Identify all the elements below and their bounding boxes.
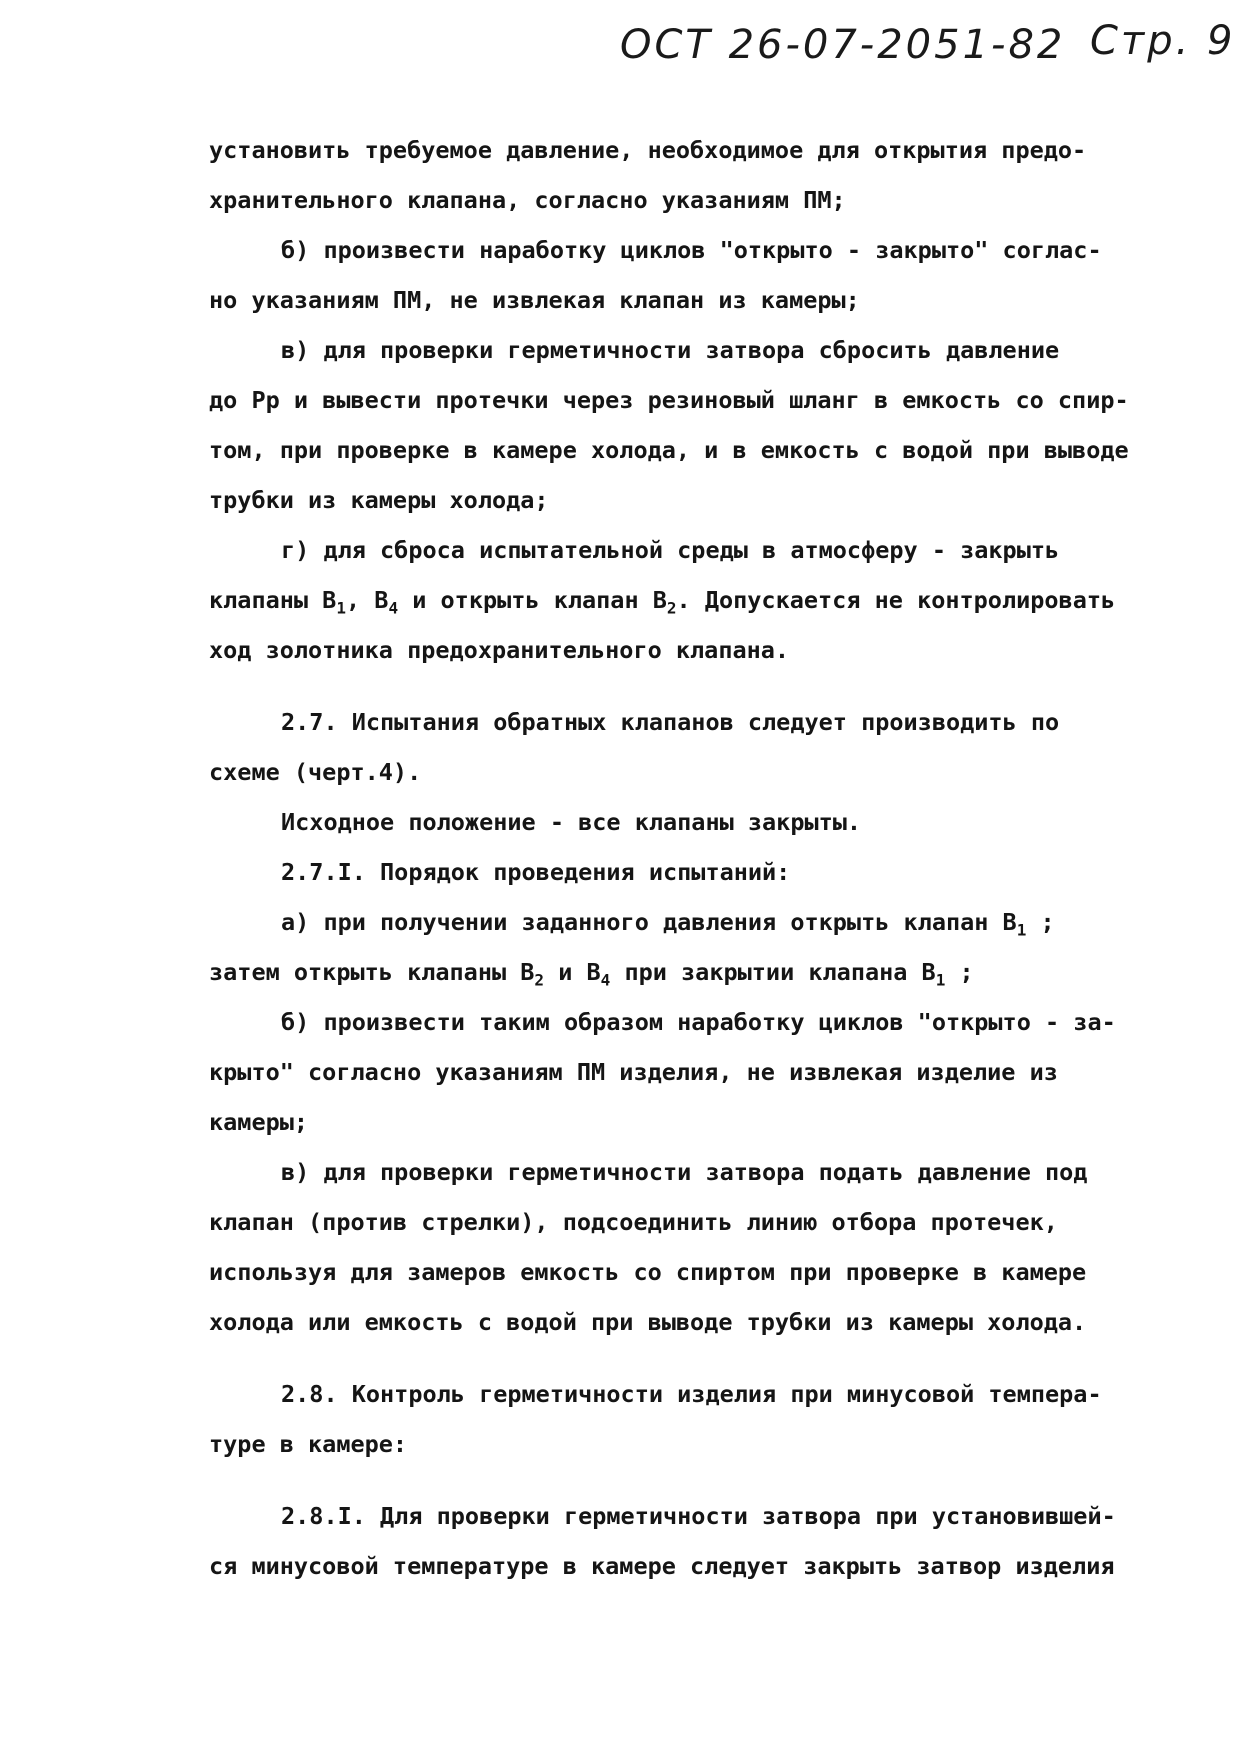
text-line: используя для замеров емкость со спиртом при проверке в камере: [209, 1258, 1087, 1286]
text-fragment: а) при получении заданного давления открыть клапан В: [281, 908, 1017, 936]
text-line: г) для сброса испытательной среды в атмосферу - закрыть: [281, 536, 1060, 564]
text-line: до Рр и вывести протечки через резиновый шланг в емкость со спир-: [209, 386, 1129, 414]
text-fragment: ;: [945, 958, 974, 986]
subsection-heading-2-7-1: 2.7.I. Порядок проведения испытаний:: [281, 858, 791, 886]
subscript: 2: [666, 598, 677, 618]
document-body: [209, 125, 1219, 1591]
text-line: ся минусовой температуре в камере следует закрыть затвор изделия: [209, 1552, 1115, 1580]
subscript: 4: [600, 970, 611, 990]
text-line: хранительного клапана, согласно указаниям ПМ;: [209, 186, 846, 214]
text-line: трубки из камеры холода;: [209, 486, 549, 514]
text-line-valves: [209, 897, 1219, 947]
text-line: б) произвести таким образом наработку циклов "открыто - за-: [281, 1008, 1116, 1036]
text-line: клапан (против стрелки), подсоединить линию отбора протечек,: [209, 1208, 1058, 1236]
text-line: но указаниям ПМ, не извлекая клапан из камеры;: [209, 286, 860, 314]
text-line: крыто" согласно указаниям ПМ изделия, не извлекая изделие из: [209, 1058, 1058, 1086]
text-line: схеме (черт.4).: [209, 758, 422, 786]
subscript: 1: [336, 598, 346, 618]
text-line: холода или емкость с водой при выводе трубки из камеры холода.: [209, 1308, 1087, 1336]
text-line: в) для проверки герметичности затвора сбросить давление: [281, 336, 1060, 364]
subscript: 1: [935, 970, 946, 990]
text-fragment: затем открыть клапаны В: [209, 958, 535, 986]
text-fragment: ;: [1026, 908, 1055, 936]
page-header: [620, 18, 1236, 82]
text-line: в) для проверки герметичности затвора подать давление под: [281, 1158, 1088, 1186]
text-line: камеры;: [209, 1108, 309, 1136]
section-heading-2-8: 2.8. Контроль герметичности изделия при минусовой темпера-: [281, 1380, 1102, 1408]
text-line: ход золотника предохранительного клапана.: [209, 636, 790, 664]
page-number: Стр. 9: [1090, 18, 1236, 64]
text-fragment: клапаны В: [209, 586, 337, 614]
subscript: 2: [534, 970, 545, 990]
subscript: 4: [388, 598, 399, 618]
text-line: установить требуемое давление, необходимое для открытия предо-: [209, 136, 1087, 164]
subsection-heading-2-8-1: 2.8.I. Для проверки герметичности затвора при установившей-: [281, 1502, 1116, 1530]
text-fragment: и В: [544, 958, 601, 986]
text-fragment: . Допускается не контролировать: [676, 586, 1116, 614]
section-heading-2-7: 2.7. Испытания обратных клапанов следует производить по: [281, 708, 1060, 736]
text-line-valves: [209, 575, 1219, 625]
text-fragment: и открыть клапан В: [398, 586, 667, 614]
text-line: туре в камере:: [209, 1430, 408, 1458]
text-fragment: , В: [345, 586, 389, 614]
text-line: б) произвести наработку циклов "открыто - закрыто" соглас-: [281, 236, 1102, 264]
standard-code: ОСТ 26-07-2051-82: [620, 22, 1066, 68]
text-line: том, при проверке в камере холода, и в емкость с водой при выводе: [209, 436, 1129, 464]
text-line-valves: [209, 947, 1219, 997]
subscript: 1: [1016, 920, 1027, 940]
text-fragment: при закрытии клапана В: [610, 958, 936, 986]
text-line: Исходное положение - все клапаны закрыты.: [281, 808, 862, 836]
